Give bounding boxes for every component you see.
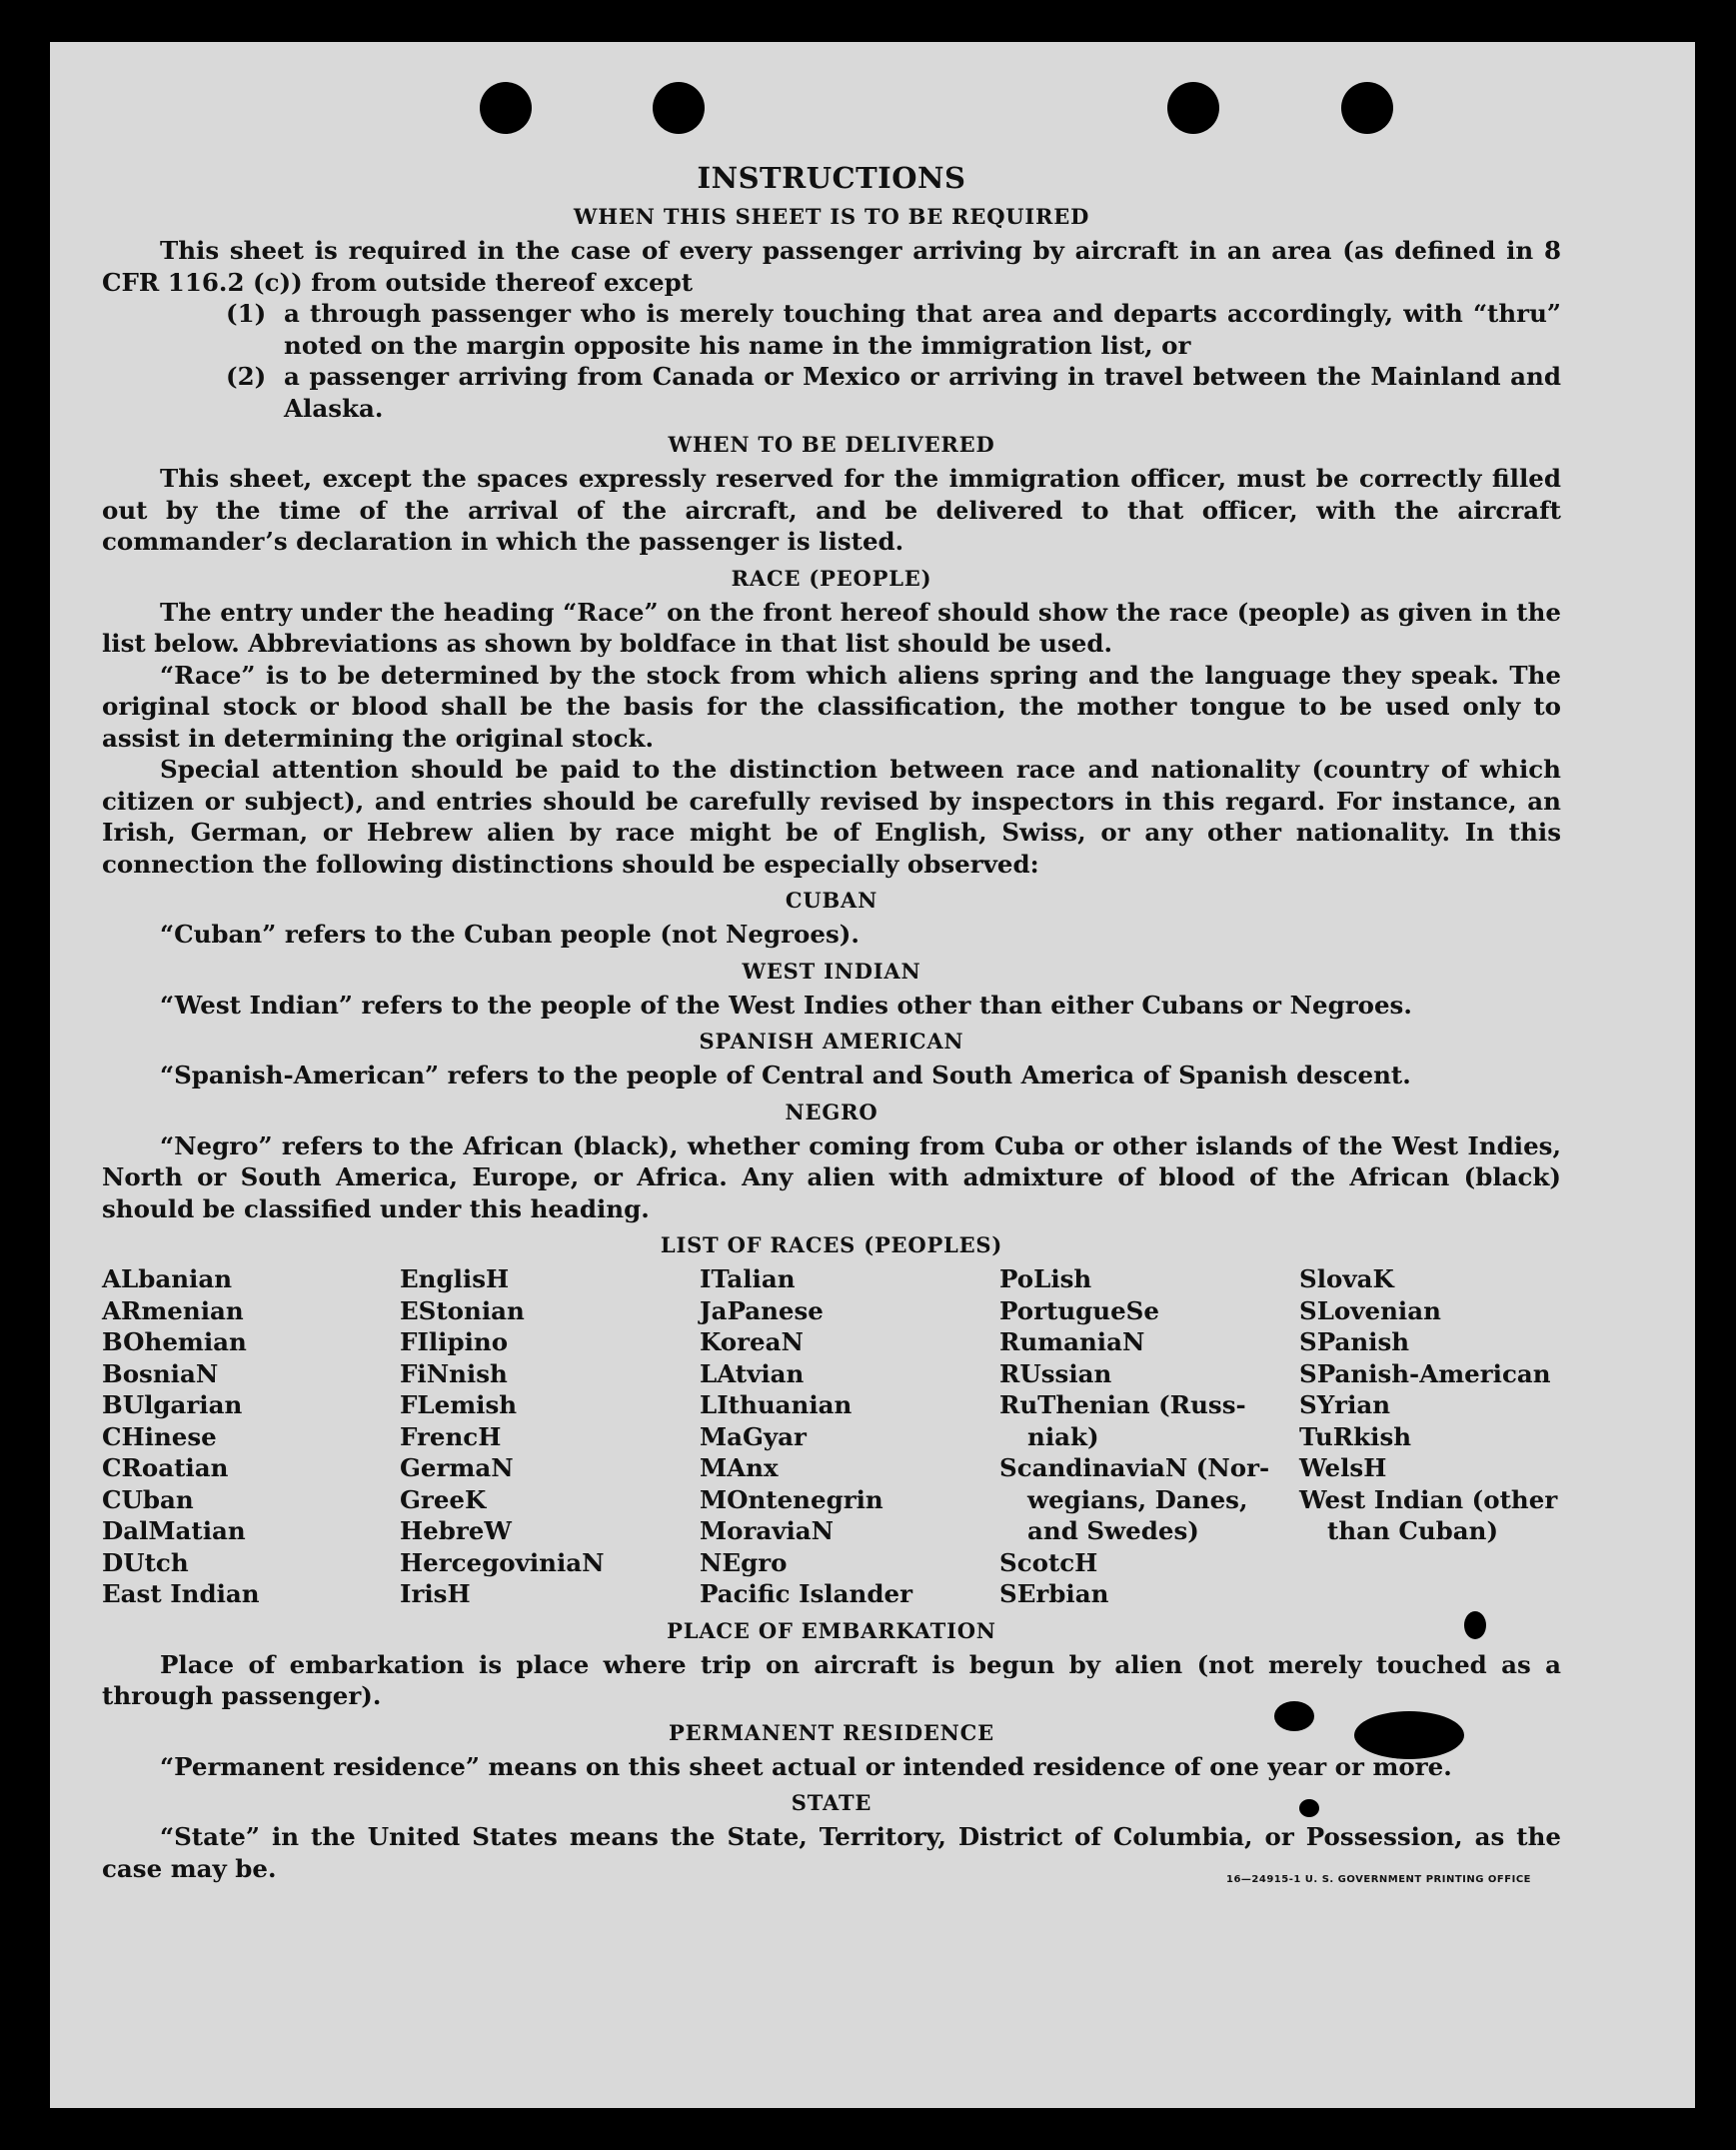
race-entry: DUtch (102, 1547, 189, 1577)
section-heading: WEST INDIAN (742, 958, 921, 984)
race-entry: SErbian (999, 1579, 1109, 1608)
section-heading: WHEN TO BE DELIVERED (668, 432, 995, 457)
paragraph: “Cuban” refers to the Cuban people (not Negroes). (160, 920, 860, 949)
race-entry: West Indian (other (1299, 1484, 1558, 1514)
race-entry: BosniaN (102, 1358, 219, 1388)
race-entry: IrisH (400, 1579, 471, 1608)
race-entry: BUlgarian (102, 1390, 243, 1419)
race-entry: CUban (102, 1484, 194, 1514)
paragraph: “West Indian” refers to the people of the West Indies other than either Cubans or Negroes. (160, 990, 1412, 1020)
race-entry: niak) (1027, 1421, 1099, 1451)
section-heading: PERMANENT RESIDENCE (669, 1719, 994, 1745)
page-title: INSTRUCTIONS (697, 161, 966, 195)
race-entry: LAtvian (700, 1358, 805, 1388)
race-entry: JaPanese (700, 1295, 824, 1325)
paragraph: Special attention should be paid to the distinction between race and nationality (country of which citizen or subject), and entries should be carefully revised by inspectors in this regard. For instance, an Irish, German, or Hebrew alien by race might be of English, Swiss, or any other nationality. In this connection the following distinctions should be especially observed: (102, 755, 1561, 879)
race-entry: RuThenian (Russ- (999, 1390, 1246, 1419)
race-entry: EnglisH (400, 1264, 510, 1293)
section-heading: LIST OF RACES (PEOPLES) (660, 1232, 1003, 1257)
instructions-text (102, 160, 1561, 1896)
race-entry: PoLish (999, 1264, 1092, 1293)
punch-hole (653, 82, 705, 134)
race-entry: SlovaK (1299, 1264, 1394, 1293)
list-item: (2) a passenger arriving from Canada or Mexico or arriving in travel between the Mainland and Alaska. (226, 362, 1561, 423)
section-heading: SPANISH AMERICAN (699, 1029, 964, 1054)
race-entry: than Cuban) (1327, 1516, 1499, 1545)
paragraph: Place of embarkation is place where trip on aircraft is begun by alien (not merely touched as a through passenger). (102, 1649, 1561, 1710)
race-entry: Pacific Islander (700, 1579, 912, 1608)
race-entry: ScotcH (999, 1547, 1098, 1577)
section-heading: CUBAN (785, 888, 878, 913)
race-column (1299, 1263, 1561, 1610)
race-entry: RumaniaN (999, 1327, 1145, 1356)
race-entry: MAnx (700, 1453, 779, 1482)
section-heading: WHEN THIS SHEET IS TO BE REQUIRED (573, 204, 1090, 229)
race-entry: HebreW (400, 1516, 512, 1545)
document-page (50, 42, 1695, 2108)
paragraph: “Spanish-American” refers to the people of Central and South America of Spanish descent. (160, 1061, 1411, 1089)
race-entry: MOntenegrin (700, 1484, 883, 1514)
paragraph: The entry under the heading “Race” on the front hereof should show the race (people) as given in the list below. Abbreviations as shown by boldface in that list should be used. (102, 597, 1561, 658)
race-entry: FrencH (400, 1421, 502, 1451)
race-entry: SYrian (1299, 1390, 1391, 1419)
race-entry: MaGyar (700, 1421, 807, 1451)
race-column (102, 1263, 400, 1610)
section-heading: STATE (791, 1790, 872, 1815)
race-entry: EStonian (400, 1295, 525, 1325)
race-entry: HercegoviniaN (400, 1547, 605, 1577)
race-entry: CHinese (102, 1421, 217, 1451)
race-entry: wegians, Danes, (1027, 1484, 1248, 1514)
race-entry: GermaN (400, 1453, 514, 1482)
list-item: (1) a through passenger who is merely touching that area and departs accordingly, with “thru” noted on the margin opposite his name in the immigration list, or (226, 299, 1561, 360)
race-column (400, 1263, 700, 1610)
paragraph: “State” in the United States means the State, Territory, District of Columbia, or Possession, as the case may be. (102, 1822, 1561, 1883)
race-entry: BOhemian (102, 1327, 247, 1356)
race-entry: FIlipino (400, 1327, 509, 1356)
paragraph: “Permanent residence” means on this sheet actual or intended residence of one year or more. (160, 1751, 1452, 1781)
paragraph: “Negro” refers to the African (black), whether coming from Cuba or other islands of the West Indies, North or South America, Europe, or Africa. Any alien with admixture of blood of the African (black) should be classified under this heading. (102, 1130, 1561, 1223)
section-heading: NEGRO (785, 1098, 878, 1124)
section-heading: PLACE OF EMBARKATION (667, 1617, 996, 1643)
race-entry: ALbanian (102, 1264, 233, 1293)
race-entry: FiNnish (400, 1358, 508, 1388)
race-entry: LIthuanian (700, 1390, 853, 1419)
race-column (700, 1263, 999, 1610)
race-entry: and Swedes) (1027, 1516, 1199, 1545)
race-entry: NEgro (700, 1547, 788, 1577)
paragraph: This sheet is required in the case of every passenger arriving by aircraft in an area (as defined in 8 CFR 116.2 (c)) from outside thereof except (102, 236, 1561, 297)
punch-hole (480, 82, 532, 134)
race-column (999, 1263, 1299, 1610)
race-entry: East Indian (102, 1579, 260, 1608)
race-entry: TuRkish (1299, 1421, 1412, 1451)
race-entry: SLovenian (1299, 1295, 1441, 1325)
race-entry: PortugueSe (999, 1295, 1159, 1325)
race-entry: ITalian (700, 1264, 796, 1293)
race-entry: FLemish (400, 1390, 518, 1419)
race-entry: SPanish (1299, 1327, 1410, 1356)
section-heading: RACE (PEOPLE) (731, 565, 932, 591)
race-entry: WelsH (1299, 1453, 1387, 1482)
race-entry: KoreaN (700, 1327, 804, 1356)
race-entry: RUssian (999, 1358, 1112, 1388)
race-entry: MoraviaN (700, 1516, 835, 1545)
paragraph: “Race” is to be determined by the stock from which aliens spring and the language they speak. The original stock or blood shall be the basis for the classification, the mother tongue to be used only to assist in determining the original stock. (102, 660, 1561, 753)
race-entry: ARmenian (102, 1295, 244, 1325)
punch-hole (1167, 82, 1219, 134)
printer-imprint: 16—24915-1 U. S. GOVERNMENT PRINTING OFFICE (1226, 1874, 1531, 1885)
race-list (102, 1263, 1561, 1610)
punch-hole (1341, 82, 1393, 134)
race-entry: SPanish-American (1299, 1358, 1551, 1388)
paragraph: This sheet, except the spaces expressly reserved for the immigration officer, must be correctly filled out by the time of the arrival of the aircraft, and be delivered to that officer, with the aircraft commander’s declaration in which the passenger is listed. (102, 464, 1561, 556)
race-entry: CRoatian (102, 1453, 229, 1482)
race-entry: ScandinaviaN (Nor- (999, 1453, 1270, 1482)
race-entry: DalMatian (102, 1516, 246, 1545)
race-entry: GreeK (400, 1484, 487, 1514)
